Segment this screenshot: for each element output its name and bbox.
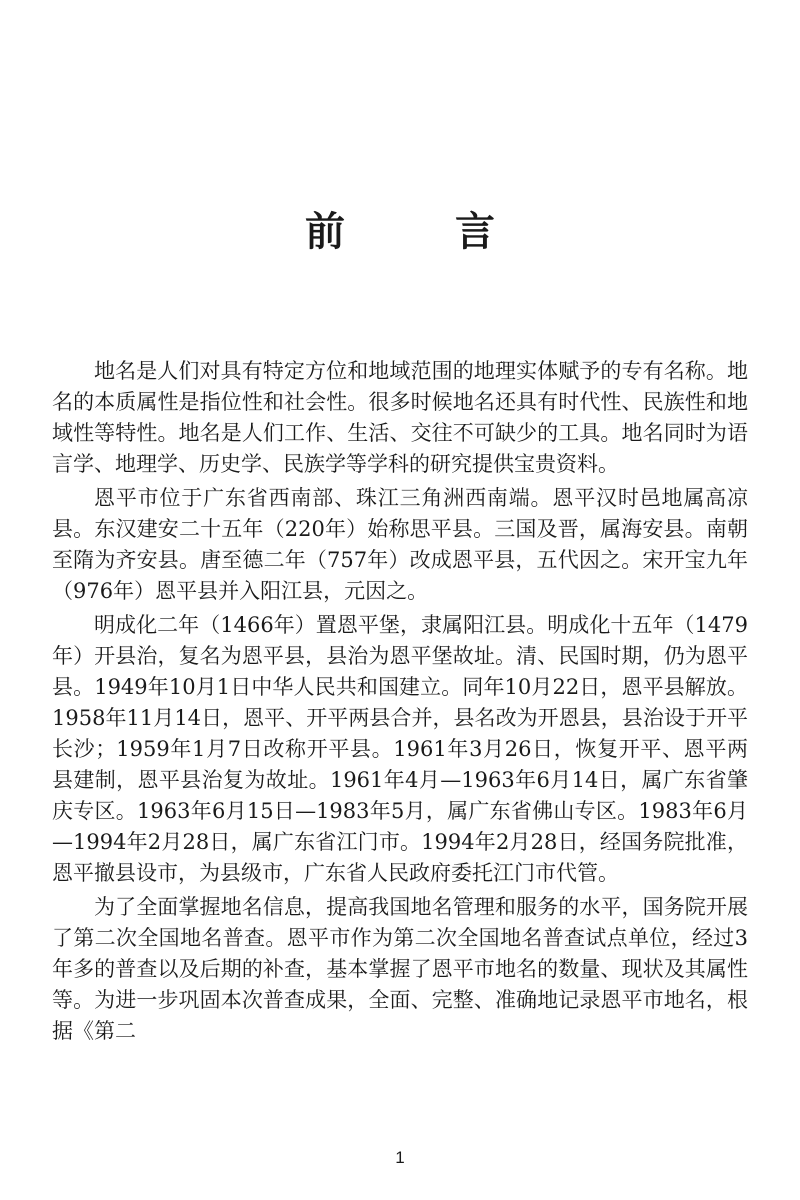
- paragraph-4: 为了全面掌握地名信息，提高我国地名管理和服务的水平，国务院开展了第二次全国地名普查。恩平市作为第二次全国地名普查试点单位，经过3年多的普查以及后期的补查，基本掌握了恩平市地名的数量、现状及其属性等。为进一步巩固本次普查成果，全面、完整、准确地记录恩平市地名，根据《第二: [52, 895, 748, 1043]
- page-number: 1: [395, 1148, 405, 1167]
- paragraph-2: 恩平市位于广东省西南部、珠江三角洲西南端。恩平汉时邑地属高凉县。东汉建安二十五年（220年）始称思平县。三国及晋，属海安县。南朝至隋为齐安县。唐至德二年（757年）改成恩平县，五代因之。宋开宝九年（976年）恩平县并入阳江县，元因之。: [52, 486, 748, 603]
- paragraph-3: 明成化二年（1466年）置恩平堡，隶属阳江县。明成化十五年（1479年）开县治，复名为恩平县，县治为恩平堡故址。清、民国时期，仍为恩平县。1949年10月1日中华人民共和国建立。同年10月22日，恩平县解放。1958年11月14日，恩平、开平两县合并，县名改为开恩县，县治设于开平长沙；1959年1月7日改称开平县。1961年3月26日，恢复开平、恩平两县建制，恩平县治复为故址。1961年4月—1963年6月14日，属广东省肇庆专区。1963年6月15日—1983年5月，属广东省佛山专区。1983年6月—1994年2月28日，属广东省江门市。1994年2月28日，经国务院批准，恩平撤县设市，为县级市，广东省人民政府委托江门市代管。: [52, 613, 748, 885]
- page-title: 前 言: [305, 208, 543, 255]
- body-text: [52, 356, 748, 1047]
- paragraph-1: 地名是人们对具有特定方位和地域范围的地理实体赋予的专有名称。地名的本质属性是指位性和社会性。很多时候地名还具有时代性、民族性和地域性等特性。地名是人们工作、生活、交往不可缺少的工具。地名同时为语言学、地理学、历史学、民族学等学科的研究提供宝贵资料。: [52, 359, 748, 476]
